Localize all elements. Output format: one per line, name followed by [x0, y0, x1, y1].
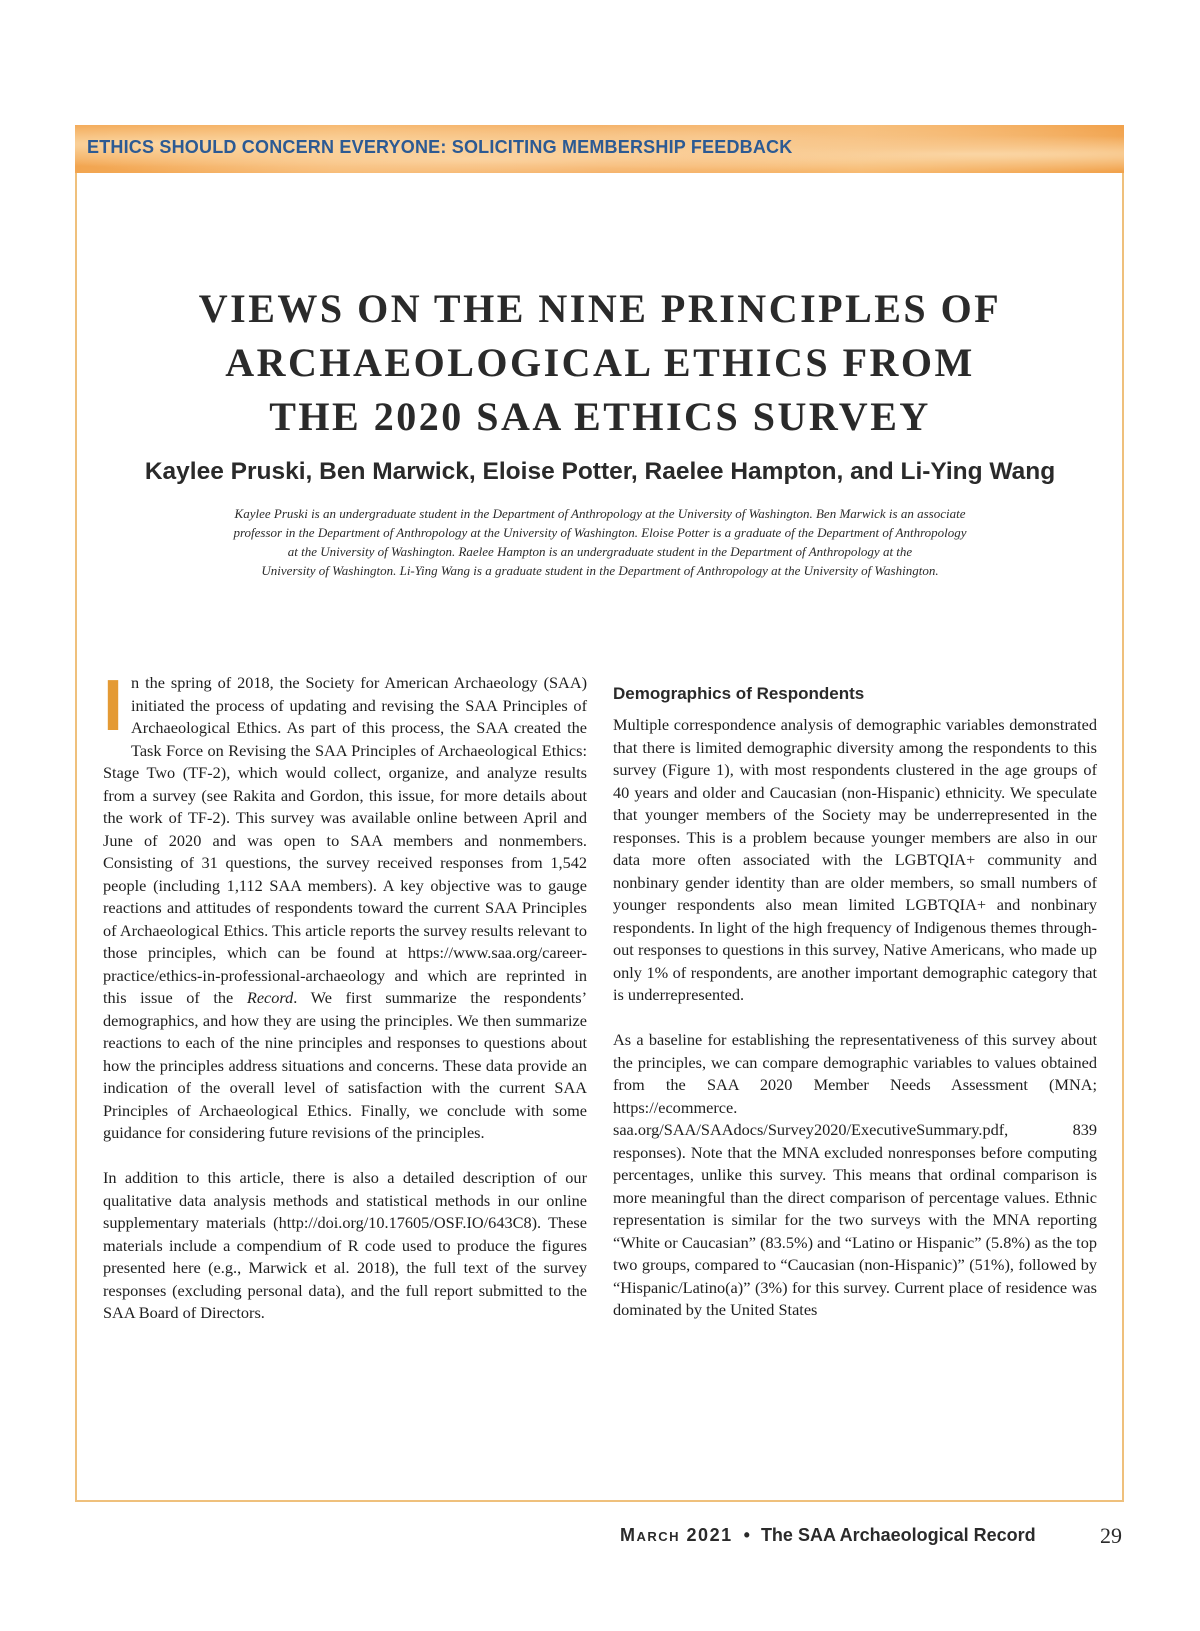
issue-date: March 2021: [620, 1525, 733, 1545]
page-footer: [620, 1525, 1036, 1546]
bio-line: at the University of Washington. Raelee Hampton is an undergraduate student in the Department of Anthropology at the: [287, 544, 913, 559]
record-title: Record: [246, 988, 294, 1007]
intro-text: n the spring of 2018, the Society for American Archaeology (SAA) initiated the process of updating and revising the SAA Principles of Archaeological Ethics. As part of this process, the SAA created the Task Force on Revising the SAA Principles of Archaeological Ethics: Stage Two (TF-2), which would collect, organize, and analyze results from a survey (see Rakita and Gordon, this issue, for more details about the work of TF-2). This survey was available online between April and June of 2020 and was open to SAA members and nonmembers. Consisting of 31 questions, the survey received responses from 1,542 people (including 1,112 SAA members). A key objective was to gauge reactions and attitudes of respondents toward the current SAA Principles of Archaeological Ethics. This article reports the survey results relevant to those principles, which can be found at https://www.saa.​org/career-practice/ethics-in-professional-archaeology and which are reprinted in this issue of the: [103, 673, 587, 1007]
title-line: ARCHAEOLOGICAL ETHICS FROM: [225, 340, 975, 385]
section-banner: [75, 125, 1124, 173]
bio-line: University of Washington. Li-Ying Wang is a graduate student in the Department of Anthropology at the University of Washington.: [261, 563, 939, 578]
intro-paragraph: [103, 666, 587, 1145]
title-line: VIEWS ON THE NINE PRINCIPLES OF: [198, 286, 1002, 331]
page-number: 29: [1100, 1523, 1122, 1548]
supplement-paragraph: In addition to this article, there is also a detailed description of our qualitative data analysis methods and statistical methods in our online supplementary materials (http://​doi.org/10.17605/OSF.IO/643C8). These materials include a compendium of R code used to produce the figures presented here (e.g., Marwick et al. 2018), the full text of the survey responses (excluding personal data), and the full report submitted to the SAA Board of Directors.: [103, 1168, 587, 1322]
bio-line: Kaylee Pruski is an undergraduate student in the Department of Anthropology at the University of Washington. Ben Marwick is an associate: [234, 506, 966, 521]
body-column-left: [103, 666, 587, 1325]
author-bio: [140, 504, 1060, 580]
bio-line: professor in the Department of Anthropology at the University of Washington. Eloise Potter is a graduate of the Department of Anthropology: [233, 525, 967, 540]
article-title: [100, 282, 1100, 444]
section-heading: Demographics of Respondents: [613, 684, 865, 703]
drop-cap: I: [103, 666, 124, 746]
banner-label: ETHICS SHOULD CONCERN EVERYONE: SOLICITING MEMBERSHIP FEEDBACK: [87, 137, 793, 157]
title-line: THE 2020 SAA ETHICS SURVEY: [269, 394, 931, 439]
baseline-paragraph: As a baseline for establishing the representativeness of this survey about the principles, we can compare demographic variables to values obtained from the SAA 2020 Member Needs Assessment (MNA; https://ecommerce.​saa.org/SAA/SAAdocs/Survey2020/ExecutiveSummary.​pdf, 839 responses). Note that the MNA excluded nonresponses before computing percentages, unlike this survey. This means that ordinal comparison is more meaningful than the direct comparison of percentage values. Ethnic representation is similar for the two surveys with the MNA reporting “White or Caucasian” (83.5%) and “Latino or Hispanic” (5.8%) as the top two groups, compared to “Caucasian (non-Hispanic)” (51%), followed by “Hispanic/Latino(a)” (3%) for this survey. Current place of residence was dominated by the United States: [613, 1030, 1097, 1319]
footer-bullet: •: [743, 1525, 750, 1545]
demographics-paragraph: Multiple correspondence analysis of demographic variables demonstrated that there is limited demographic diversity among the respondents to this survey (Figure 1), with most respondents clustered in the age groups of 40 years and older and Caucasian (non-Hispanic) ethnicity. We speculate that younger members of the Society may be underrepresented in the responses. This is a problem because younger members are also in our data more often associated with the LGBTQIA+ community and nonbinary gender identity than are older members, so small numbers of younger respondents also mean limited LGBTQIA+ and nonbinary respondents. In light of the high frequency of Indigenous themes throughout responses to questions in this survey, Native Americans, who made up only 1% of respondents, are another important demographic category that is underrepresented.: [613, 715, 1097, 1004]
body-column-right: [613, 672, 1097, 1322]
author-list: Kaylee Pruski, Ben Marwick, Eloise Potter, Raelee Hampton, and Li-Ying Wang: [144, 458, 1056, 485]
intro-text-end: . We first summarize the respondents’ demographics, and how they are using the principles. We then summarize reactions to each of the nine principles and responses to questions about how the principles address situations and concerns. These data provide an indication of the overall level of satisfaction with the current SAA Principles of Archaeological Ethics. Finally, we conclude with some guidance for considering future revisions of the principles.: [103, 988, 587, 1142]
journal-name: The SAA Archaeological Record: [760, 1525, 1036, 1545]
